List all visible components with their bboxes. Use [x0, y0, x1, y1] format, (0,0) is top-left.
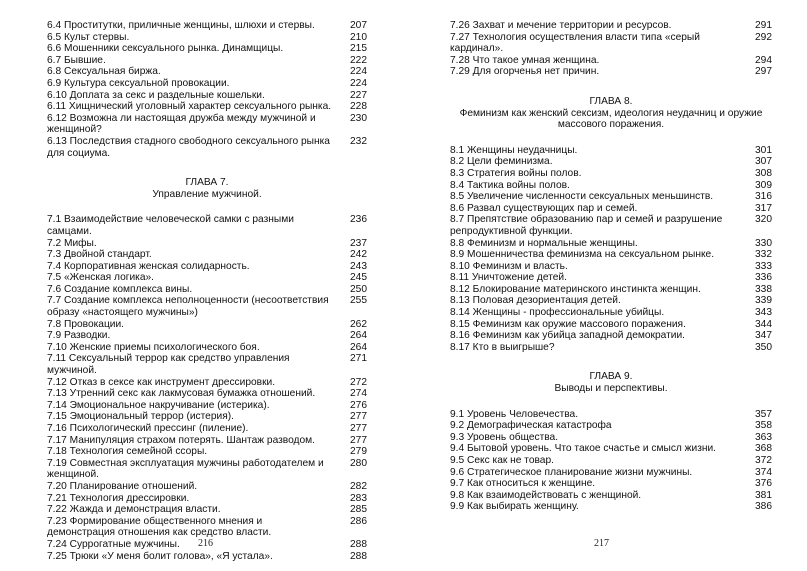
toc-entry-title: 7.3 Двойной стандарт.	[47, 249, 152, 261]
toc-entry	[450, 180, 772, 192]
toc-entry-page: 242	[350, 249, 367, 261]
chapter-title: Выводы и перспективы.	[554, 383, 668, 395]
toc-entry-title: 7.24 Суррогатные мужчины.	[47, 538, 180, 550]
toc-entry-title: 9.3 Уровень общества.	[450, 431, 559, 443]
toc-entry	[47, 435, 367, 447]
toc-entry-title: 6.11 Хищнический уголовный характер сексуального рынка.	[47, 101, 332, 113]
toc-entry-page: 386	[755, 501, 772, 513]
toc-entry	[450, 467, 772, 479]
toc-entry-title: 8.14 Женщины - профессиональные убийцы.	[450, 307, 665, 319]
toc-entry	[450, 66, 772, 78]
section-gap	[450, 353, 772, 365]
toc-entry-title: 9.9 Как выбирать женщину.	[450, 501, 579, 513]
toc-entry-page: 264	[350, 341, 367, 353]
toc-entry	[450, 261, 772, 273]
toc-entry-page: 317	[755, 202, 772, 214]
toc-entry	[450, 455, 772, 467]
toc-entry	[47, 272, 367, 284]
toc-entry-title: 6.13 Последствия стадного свободного сексуального рынка для социума.	[47, 135, 330, 159]
toc-entry-title: 7.10 Женские приемы психологического боя.	[47, 341, 260, 353]
toc-entry-title: 7.15 Эмоциональный террор (истерия).	[47, 411, 234, 423]
toc-entry-title: 9.6 Стратегическое планирование жизни мужчины.	[450, 466, 693, 478]
toc-entry-page: 307	[755, 156, 772, 168]
toc-entry	[47, 32, 367, 44]
toc-entry	[47, 113, 367, 136]
toc-entry-page: 286	[350, 515, 367, 527]
toc-entry-page: 277	[350, 434, 367, 446]
toc-entry-title: 6.7 Бывшие.	[47, 54, 106, 66]
toc-entry	[47, 551, 367, 563]
chapter-heading: ГЛАВА 8.	[589, 95, 633, 107]
toc-entry-page: 264	[350, 330, 367, 342]
toc-entry-title: 7.9 Разводки.	[47, 330, 111, 342]
toc-entry	[47, 446, 367, 458]
toc-entry-page: 282	[350, 480, 367, 492]
toc-entry-page: 215	[350, 43, 367, 55]
section-gap	[450, 78, 772, 90]
toc-entry	[47, 493, 367, 505]
toc-entry-page: 283	[350, 492, 367, 504]
toc-entry-page: 277	[350, 423, 367, 434]
toc-entry-title: 7.25 Трюки «У меня болит голова», «Я устала».	[47, 550, 273, 562]
toc-entry-title: 7.23 Формирование общественного мнения и демонстрация отношения как средство власти.	[47, 515, 272, 539]
toc-entry-page: 330	[755, 237, 772, 249]
toc-entry	[450, 490, 772, 502]
chapter-heading: ГЛАВА 7.	[185, 177, 229, 189]
toc-entry-page: 227	[350, 89, 367, 101]
toc-entry-title: 6.5 Культ стервы.	[47, 31, 130, 43]
toc-entry-title: 8.9 Мошенничества феминизма на сексуальном рынке.	[450, 249, 715, 261]
toc-entry	[47, 504, 367, 516]
toc-entry-title: 8.3 Стратегия войны полов.	[450, 167, 582, 179]
toc-entry-page: 372	[755, 455, 772, 466]
toc-entry-page: 255	[350, 295, 367, 307]
toc-entry	[450, 272, 772, 284]
toc-entry-page: 224	[350, 66, 367, 78]
toc-entry	[47, 101, 367, 113]
toc-entry	[450, 319, 772, 331]
toc-entry-title: 6.10 Доплата за секс и раздельные кошельки.	[47, 89, 265, 101]
toc-entry-title: 9.4 Бытовой уровень. Что такое счастье и смысл жизни.	[450, 443, 717, 455]
toc-entry-title: 8.6 Развал существующих пар и семей.	[450, 202, 638, 214]
toc-entry	[450, 191, 772, 203]
toc-entry-page: 277	[350, 411, 367, 423]
toc-entry	[450, 342, 772, 354]
toc-entry-page: 230	[350, 112, 367, 124]
toc-entry-page: 288	[350, 538, 367, 550]
right-page	[450, 20, 772, 565]
section-gap	[450, 135, 772, 145]
toc-entry	[47, 458, 367, 481]
toc-entry-title: 7.18 Технология семейной ссоры.	[47, 446, 208, 458]
toc-entry-page: 374	[755, 466, 772, 478]
toc-entry-title: 7.21 Технология дрессировки.	[47, 492, 190, 504]
section-gap	[450, 399, 772, 409]
toc-entry	[47, 388, 367, 400]
toc-entry	[47, 516, 367, 539]
toc-entry-title: 8.7 Препятствие образованию пар и семей и разрушение репродуктивной функции.	[450, 214, 723, 237]
toc-entry	[47, 319, 367, 331]
toc-entry-title: 8.11 Уничтожение детей.	[450, 272, 567, 284]
toc-entry	[450, 249, 772, 261]
toc-entry-title: 9.8 Как взаимодействовать с женщиной.	[450, 489, 642, 501]
toc-entry-page: 316	[755, 191, 772, 203]
toc-entry	[47, 20, 367, 32]
toc-entry-title: 7.27 Технология осуществления власти типа «серый кардинал».	[450, 31, 700, 55]
toc-entry-page: 294	[755, 54, 772, 66]
toc-entry-title: 7.19 Совместная эксплуатация мужчины работодателем и женщиной.	[47, 457, 324, 481]
toc-entry-title: 8.5 Увеличение численности сексуальных меньшинств.	[450, 191, 714, 203]
toc-entry-page: 347	[755, 330, 772, 342]
toc-entry	[47, 90, 367, 102]
toc-entry-title: 6.4 Проститутки, приличные женщины, шлюхи и стервы.	[47, 20, 315, 31]
toc-entry-title: 7.29 Для огорченья нет причин.	[450, 66, 600, 78]
chapter-heading: ГЛАВА 9.	[589, 371, 633, 383]
section-gap	[47, 204, 367, 214]
toc-entry-title: 8.17 Кто в выигрыше?	[450, 341, 555, 353]
toc-entry-title: 6.8 Сексуальная биржа.	[47, 66, 161, 78]
toc-entry-title: 7.26 Захват и мечение территории и ресурсов.	[450, 20, 672, 31]
toc-entry-title: 6.12 Возможна ли настоящая дружба между мужчиной и женщиной?	[47, 112, 316, 136]
toc-entry	[450, 168, 772, 180]
toc-entry-page: 210	[350, 31, 367, 43]
left-page-number: 216	[198, 538, 213, 549]
toc-entry-title: 7.22 Жажда и демонстрация власти.	[47, 504, 221, 516]
toc-entry-page: 338	[755, 283, 772, 295]
toc-entry-title: 7.8 Провокации.	[47, 318, 125, 330]
toc-entry-title: 9.1 Уровень Человечества.	[450, 408, 579, 420]
toc-entry	[450, 238, 772, 250]
toc-entry-page: 228	[350, 101, 367, 113]
toc-entry	[450, 145, 772, 157]
toc-entry-page: 262	[350, 318, 367, 330]
toc-entry-page: 320	[755, 214, 772, 226]
toc-entry-title: 9.5 Секс как не товар.	[450, 455, 554, 466]
toc-entry-page: 291	[755, 20, 772, 31]
toc-entry	[450, 20, 772, 32]
toc-entry-page: 236	[350, 214, 367, 226]
toc-entry	[450, 295, 772, 307]
toc-entry-page: 271	[350, 353, 367, 365]
toc-entry-title: 7.28 Что такое умная женщина.	[450, 54, 600, 66]
toc-entry-title: 8.4 Тактика войны полов.	[450, 179, 570, 191]
toc-entry	[47, 214, 367, 237]
toc-entry-page: 224	[350, 77, 367, 89]
toc-entry-page: 343	[755, 307, 772, 319]
toc-entry-page: 250	[350, 283, 367, 295]
toc-entry	[450, 214, 772, 237]
toc-entry-title: 7.11 Сексуальный террор как средство управления мужчиной.	[47, 353, 290, 377]
toc-entry	[450, 32, 772, 55]
toc-entry	[47, 261, 367, 273]
toc-entry	[47, 66, 367, 78]
toc-entry-title: 7.2 Мифы.	[47, 237, 97, 249]
right-page-number: 217	[594, 538, 609, 549]
toc-entry-title: 8.2 Цели феминизма.	[450, 156, 553, 168]
toc-entry-title: 8.12 Блокирование материнского инстинкта женщин.	[450, 283, 701, 295]
toc-entry-page: 333	[755, 260, 772, 272]
toc-entry-page: 232	[350, 135, 367, 147]
left-page	[47, 20, 367, 565]
toc-entry-title: 8.10 Феминизм и власть.	[450, 260, 568, 272]
toc-entry-title: 6.6 Мошенники сексуального рынка. Динамщицы.	[47, 43, 284, 55]
toc-entry-title: 7.6 Создание комплекса вины.	[47, 283, 193, 295]
toc-entry	[47, 411, 367, 423]
toc-entry-page: 332	[755, 249, 772, 261]
chapter-title: Феминизм как женский сексизм, идеология неудачниц и оружие массового поражения.	[459, 107, 763, 131]
toc-entry-page: 276	[350, 399, 367, 411]
toc-entry-title: 7.14 Эмоциональное накручивание (истерика).	[47, 399, 270, 411]
toc-entry	[47, 238, 367, 250]
toc-entry-page: 350	[755, 341, 772, 353]
toc-entry-page: 297	[755, 66, 772, 78]
toc-entry-page: 363	[755, 431, 772, 443]
toc-entry-title: 9.2 Демографическая катастрофа	[450, 420, 612, 432]
toc-entry-title: 7.17 Манипуляция страхом потерять. Шантаж разводом.	[47, 434, 315, 446]
toc-entry	[47, 284, 367, 296]
toc-entry	[450, 501, 772, 513]
toc-entry	[450, 330, 772, 342]
toc-entry-title: 7.12 Отказ в сексе как инструмент дрессировки.	[47, 376, 276, 388]
toc-entry-title: 8.1 Женщины неудачницы.	[450, 144, 578, 156]
toc-entry-page: 292	[755, 31, 772, 43]
toc-entry-title: 7.20 Планирование отношений.	[47, 480, 198, 492]
toc-entry	[450, 443, 772, 455]
toc-entry	[47, 136, 367, 159]
toc-entry	[47, 353, 367, 376]
toc-entry-page: 336	[755, 272, 772, 284]
toc-entry-page: 309	[755, 179, 772, 191]
toc-entry-page: 288	[350, 550, 367, 562]
toc-entry	[47, 423, 367, 435]
toc-entry	[47, 400, 367, 412]
toc-entry-page: 274	[350, 388, 367, 400]
toc-entry	[47, 78, 367, 90]
toc-entry-title: 7.16 Психологический прессинг (пиление).	[47, 423, 249, 434]
toc-entry-page: 368	[755, 443, 772, 455]
toc-entry	[47, 342, 367, 354]
toc-entry-page: 376	[755, 478, 772, 490]
toc-entry	[450, 478, 772, 490]
toc-entry	[450, 156, 772, 168]
toc-entry-page: 243	[350, 260, 367, 272]
toc-entry	[47, 377, 367, 389]
toc-entry	[450, 409, 772, 421]
toc-entry-page: 339	[755, 295, 772, 307]
toc-entry-page: 381	[755, 489, 772, 501]
toc-entry-page: 272	[350, 376, 367, 388]
toc-entry	[47, 295, 367, 318]
toc-entry-title: 7.7 Создание комплекса неполноценности (несоответствия образу «настоящего мужчины»)	[47, 295, 329, 319]
toc-entry-title: 9.7 Как относиться к женщине.	[450, 478, 596, 490]
toc-entry-page: 245	[350, 272, 367, 284]
toc-entry-page: 279	[350, 446, 367, 458]
toc-entry-title: 7.13 Утренний секс как лакмусовая бумажка отношений.	[47, 388, 316, 400]
toc-entry-page: 358	[755, 420, 772, 432]
toc-entry-page: 237	[350, 237, 367, 249]
toc-entry-page: 222	[350, 54, 367, 66]
toc-entry	[450, 307, 772, 319]
toc-entry	[450, 203, 772, 215]
toc-entry	[450, 420, 772, 432]
toc-entry-page: 207	[350, 20, 367, 31]
toc-entry	[47, 330, 367, 342]
toc-entry-page: 301	[755, 144, 772, 156]
toc-entry-title: 7.4 Корпоративная женская солидарность.	[47, 260, 250, 272]
toc-entry-title: 8.15 Феминизм как оружие массового поражения.	[450, 318, 686, 330]
toc-entry	[47, 55, 367, 67]
toc-entry	[47, 249, 367, 261]
toc-entry-page: 344	[755, 318, 772, 330]
toc-entry	[450, 432, 772, 444]
toc-entry	[47, 481, 367, 493]
toc-entry-title: 8.16 Феминизм как убийца западной демократии.	[450, 330, 685, 342]
toc-entry-title: 8.8 Феминизм и нормальные женщины.	[450, 237, 638, 249]
section-gap	[47, 159, 367, 171]
toc-entry	[47, 43, 367, 55]
chapter-title: Управление мужчиной.	[152, 188, 262, 200]
toc-entry-page: 285	[350, 504, 367, 516]
toc-entry-page: 357	[755, 408, 772, 420]
toc-entry-page: 308	[755, 167, 772, 179]
toc-entry	[450, 284, 772, 296]
toc-entry	[450, 55, 772, 67]
toc-entry-title: 8.13 Половая дезориентация детей.	[450, 295, 621, 307]
toc-entry-title: 6.9 Культура сексуальной провокации.	[47, 77, 230, 89]
toc-entry-title: 7.1 Взаимодействие человеческой самки с разными самцами.	[47, 214, 294, 237]
toc-entry-page: 280	[350, 457, 367, 469]
toc-entry-title: 7.5 «Женская логика».	[47, 272, 154, 284]
